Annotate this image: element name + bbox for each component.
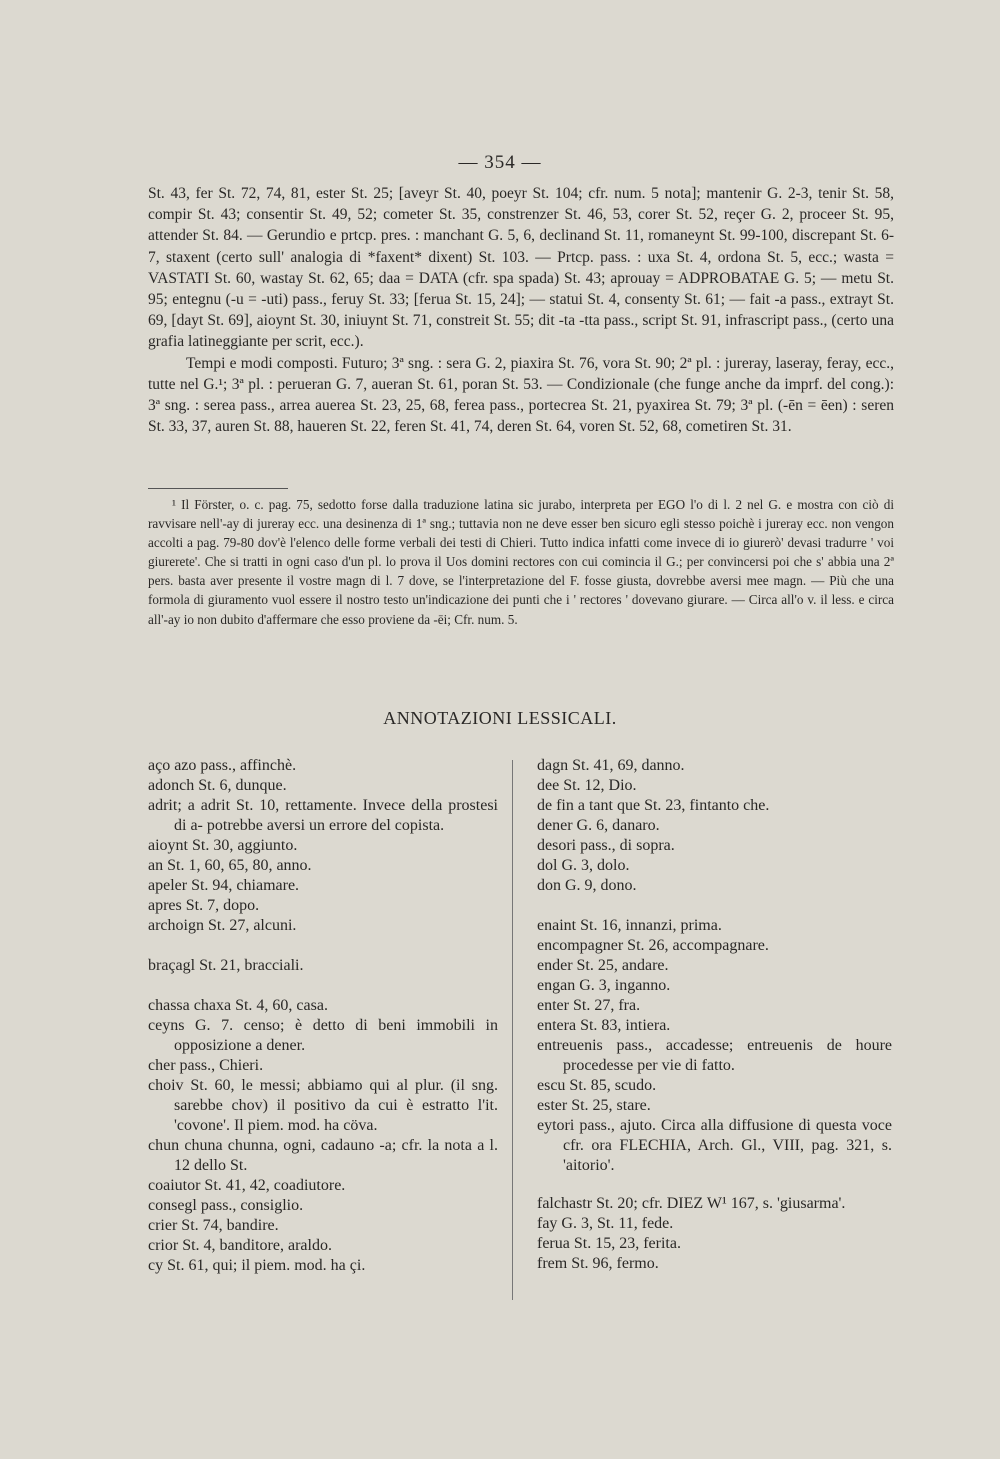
- glossary-entry: aço azo pass., affinchè.: [148, 757, 297, 774]
- glossary-entry: dagn St. 41, 69, danno.: [537, 757, 685, 774]
- page-number: — 354 —: [458, 152, 542, 173]
- glossary-entry: de fin a tant que St. 23, fintanto che.: [537, 797, 770, 814]
- glossary-right-column: [537, 756, 892, 1274]
- glossary-left-column: [148, 756, 498, 1276]
- paragraph-compound-tenses: Tempi e modi composti. Futuro; 3ª sng. : sera G. 2, piaxira St. 76, vora St. 90; 2ª pl. : jureray, laseray, feray, ecc., tutte nel G.¹; 3ª pl. : perueran G. 7, aueran St. 61, poran St. 53. — Condizionale (che funge anche da imprf. del cong.): 3ª sng. : serea pass., arrea auerea St. 23, 25, 68, ferea pass., portecrea St. 21, pyaxirea St. 79; 3ª pl. (-ēn = ēen) : seren St. 33, 37, auren St. 88, haueren St. 22, feren St. 41, 74, deren St. 64, voren St. 52, 68, cometiren St. 31.: [148, 354, 894, 436]
- glossary-entry: eytori pass., ajuto. Circa alla diffusione di questa voce cfr. ora FLECHIA, Arch. Gl., VIII, pag. 321, s. 'aitorio'.: [537, 1117, 892, 1174]
- glossary-entry: choiv St. 60, le messi; abbiamo qui al plur. (il sng. sarebbe chov) il positivo da cui è estratto l'it. 'covone'. Il piem. mod. ha cöva.: [148, 1077, 498, 1134]
- glossary-entry: ester St. 25, stare.: [537, 1097, 651, 1114]
- glossary-entry: escu St. 85, scudo.: [537, 1077, 657, 1094]
- glossary-entry: ceyns G. 7. censo; è detto di beni immobili in opposizione a dener.: [148, 1017, 498, 1054]
- paragraph-verb-forms: St. 43, fer St. 72, 74, 81, ester St. 25; [aveyr St. 40, poeyr St. 104; cfr. num. 5 nota]; mantenir G. 2-3, tenir St. 58, compir St. 43; consentir St. 49, 52; cometer St. 35, constrenzer St. 46, 53, corer St. 52, reçer G. 2, proceer St. 95, attender St. 84. — Gerundio e prtcp. pres. : manchant G. 5, 6, declinand St. 11, romaneynt St. 99-100, discrepant St. 6-7, staxent (certo sull' analogia di *faxent* dixent) St. 103. — Prtcp. pass. : uxa St. 4, ordona St. 5, ecc.; wasta = VASTATI St. 60, wastay St. 62, 65; daa = DATA (cfr. spa spada) St. 43; aprouay = ADPROBATAE G. 5; — metu St. 95; entegnu (-u = -uti) pass., feruy St. 33; [ferua St. 15, 24]; — statui St. 4, consenty St. 61; — fait -a pass., extrayt St. 69, [dayt St. 69], aioynt St. 30, iniuynt St. 71, constreit St. 55; dit -ta -tta pass., script St. 91, infrascript pass., (certo una grafia latineggiante per scrit, ecc.).: [148, 185, 894, 351]
- glossary-entry: crior St. 4, banditore, araldo.: [148, 1237, 332, 1254]
- letter-group-gap: [537, 896, 892, 916]
- glossary-entry: desori pass., di sopra.: [537, 837, 675, 854]
- glossary-entry: enaint St. 16, innanzi, prima.: [537, 917, 722, 934]
- glossary-entry: falchastr St. 20; cfr. DIEZ W¹ 167, s. 'giusarma'.: [537, 1195, 846, 1212]
- glossary-entry: encompagner St. 26, accompagnare.: [537, 937, 769, 954]
- glossary-entry: crier St. 74, bandire.: [148, 1217, 279, 1234]
- glossary-entry: engan G. 3, inganno.: [537, 977, 671, 994]
- glossary-entry: ferua St. 15, 23, ferita.: [537, 1235, 681, 1252]
- glossary-entry: cy St. 61, qui; il piem. mod. ha çi.: [148, 1257, 366, 1274]
- glossary-entry: chun chuna chunna, ogni, cadauno -a; cfr. la nota a l. 12 dello St.: [148, 1137, 498, 1174]
- glossary-entry: adonch St. 6, dunque.: [148, 777, 287, 794]
- glossary-entry: aioynt St. 30, aggiunto.: [148, 837, 298, 854]
- column-divider: [512, 760, 513, 1300]
- footnote-rule: [148, 488, 288, 489]
- glossary-entry: frem St. 96, fermo.: [537, 1255, 659, 1272]
- glossary-entry: consegl pass., consiglio.: [148, 1197, 304, 1214]
- footnote-text: ¹ Il Förster, o. c. pag. 75, sedotto forse dalla traduzione latina sic jurabo, interpreta per EGO l'o di l. 2 nel G. e mostra con ciò di ravvisare nell'-ay di jureray ecc. una desinenza di 1ª sng.; tuttavia non ne deve esser ben sicuro egli stesso poichè i jureray ecc. non vengon accolti a pag. 79-80 dov'è l'elenco delle forme verbali dei testi di Chieri. Tutto indica infatti come invece di io giurerò' devasi tradurre ' voi giurerete'. Che si tratti in ogni caso d'un pl. lo prova il Uos domini rectores con cui comincia il G.; per convincersi poi che s' abbia una 2ª pers. basta aver presente il vostre magn di l. 7 dove, se l'interpretazione del F. fosse giusta, dovrebbe aversi mee magn. — Più che una formola di giuramento vuol essere il nostro testo un'indicazione dei punti che i ' rectores ' dovevano giurare. — Circa all'o v. il less. e circa all'-ay io non dubito d'affermare che esso proviene da -ēi; Cfr. num. 5.: [148, 497, 894, 627]
- glossary-entry: dol G. 3, dolo.: [537, 857, 630, 874]
- glossary-entry: entreuenis pass., accadesse; entreuenis de houre procedesse per vie di fatto.: [537, 1037, 892, 1074]
- glossary-entry: dee St. 12, Dio.: [537, 777, 637, 794]
- glossary-entry: entera St. 83, intiera.: [537, 1017, 671, 1034]
- glossary-entry: chassa chaxa St. 4, 60, casa.: [148, 997, 328, 1014]
- glossary-entry: apeler St. 94, chiamare.: [148, 877, 300, 894]
- section-title: ANNOTAZIONI LESSICALI.: [383, 708, 617, 728]
- glossary-entry: apres St. 7, dopo.: [148, 897, 260, 914]
- glossary-entry: dener G. 6, danaro.: [537, 817, 660, 834]
- glossary-entry: enter St. 27, fra.: [537, 997, 641, 1014]
- glossary-entry: an St. 1, 60, 65, 80, anno.: [148, 857, 312, 874]
- main-text: [148, 183, 894, 437]
- footnote: [148, 495, 894, 629]
- glossary-entry: coaiutor St. 41, 42, coadiutore.: [148, 1177, 346, 1194]
- glossary-entry: don G. 9, dono.: [537, 877, 637, 894]
- letter-group-gap: [148, 936, 498, 956]
- letter-group-gap: [148, 976, 498, 996]
- glossary-entry: ender St. 25, andare.: [537, 957, 669, 974]
- letter-group-gap: [537, 1176, 892, 1194]
- glossary-entry: fay G. 3, St. 11, fede.: [537, 1215, 674, 1232]
- glossary-entry: archoign St. 27, alcuni.: [148, 917, 297, 934]
- glossary-entry: braçagl St. 21, bracciali.: [148, 957, 304, 974]
- glossary-entry: cher pass., Chieri.: [148, 1057, 264, 1074]
- glossary-entry: adrit; a adrit St. 10, rettamente. Invece della prostesi di a- potrebbe aversi un errore del copista.: [148, 797, 498, 834]
